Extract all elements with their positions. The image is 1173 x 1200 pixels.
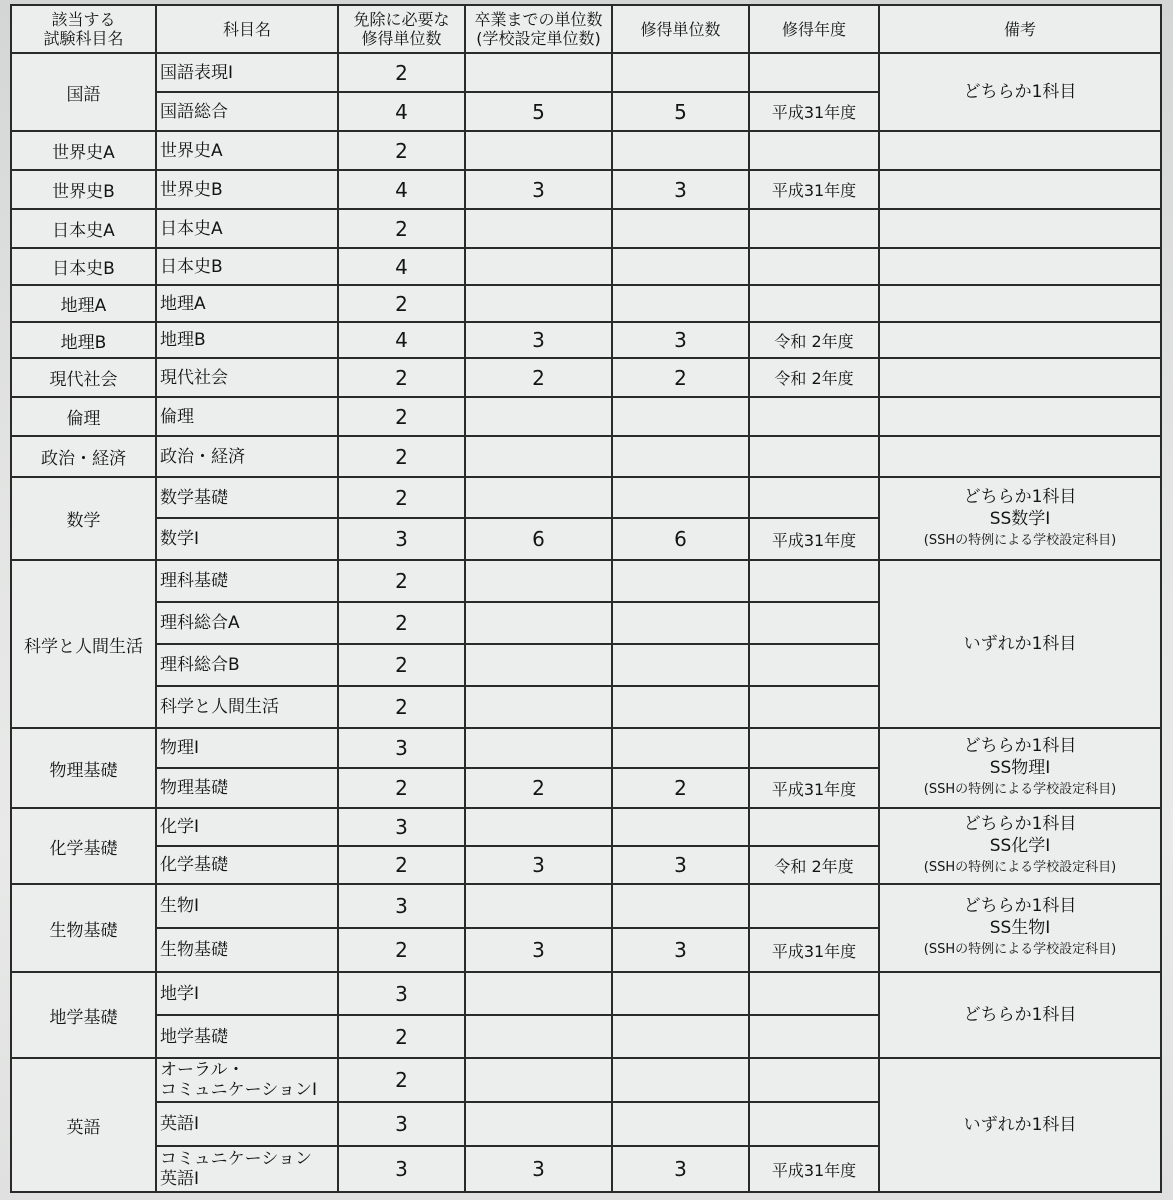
remark-line: (SSHの特例による学校設定科目) (923, 942, 1117, 957)
subject-name-cell: 日本史A (156, 209, 338, 248)
table-row (11, 436, 1161, 477)
remark-line: どちらか1科目 (963, 1005, 1077, 1025)
table-row (11, 209, 1161, 248)
earned-units-cell: 6 (612, 518, 749, 560)
exam-subject-cell: 現代社会 (11, 358, 156, 397)
remarks-cell (879, 358, 1161, 397)
required-units-cell: 2 (338, 1015, 465, 1058)
earned-units-cell: 2 (612, 768, 749, 808)
required-units-cell: 3 (338, 884, 465, 928)
earned-units-cell: 3 (612, 846, 749, 884)
subject-name-cell: 科学と人間生活 (156, 686, 338, 728)
remark-line: どちらか1科目 (963, 896, 1077, 916)
required-units-cell: 2 (338, 644, 465, 686)
earned-units-cell (612, 436, 749, 477)
units-to-graduate-cell: 2 (465, 358, 612, 397)
units-to-graduate-cell (465, 477, 612, 518)
remark-line: (SSHの特例による学校設定科目) (923, 532, 1117, 548)
year-cell (749, 248, 879, 285)
remark-line: どちらか1科目 (963, 82, 1077, 102)
required-units-cell: 2 (338, 131, 465, 170)
remarks-cell (879, 170, 1161, 209)
exam-subject-cell: 化学基礎 (11, 808, 156, 884)
table-row (11, 131, 1161, 170)
subject-name-cell: 国語表現Ⅰ (156, 53, 338, 92)
units-to-graduate-cell (465, 131, 612, 170)
required-units-cell: 2 (338, 686, 465, 728)
units-to-graduate-cell (465, 728, 612, 768)
earned-units-cell: 5 (612, 92, 749, 131)
year-cell (749, 285, 879, 322)
subject-name-cell: 倫理 (156, 397, 338, 436)
subject-name-cell: 化学基礎 (156, 846, 338, 884)
required-units-cell: 2 (338, 209, 465, 248)
units-to-graduate-cell (465, 560, 612, 602)
earned-units-cell: 3 (612, 1146, 749, 1192)
units-to-graduate-cell (465, 436, 612, 477)
remarks-cell (879, 397, 1161, 436)
subject-name-cell: 理科総合B (156, 644, 338, 686)
subject-name-cell: 世界史A (156, 131, 338, 170)
required-units-cell: 3 (338, 518, 465, 560)
header-year: 修得年度 (749, 5, 879, 53)
earned-units-cell (612, 397, 749, 436)
units-to-graduate-cell: 3 (465, 170, 612, 209)
year-cell (749, 1058, 879, 1102)
remark-line: SS数学Ⅰ (989, 508, 1051, 529)
year-cell: 平成31年度 (749, 92, 879, 131)
earned-units-cell (612, 209, 749, 248)
earned-units-cell (612, 285, 749, 322)
exam-subject-cell: 地理A (11, 285, 156, 322)
year-cell (749, 209, 879, 248)
remarks-cell (879, 560, 1161, 728)
exam-subject-cell: 国語 (11, 53, 156, 131)
year-cell (749, 560, 879, 602)
year-cell (749, 728, 879, 768)
required-units-cell: 4 (338, 322, 465, 358)
remarks-cell (879, 972, 1161, 1058)
year-cell: 平成31年度 (749, 768, 879, 808)
table-row (11, 397, 1161, 436)
units-to-graduate-cell (465, 972, 612, 1015)
subject-name-cell: 地学Ⅰ (156, 972, 338, 1015)
required-units-cell: 2 (338, 477, 465, 518)
earned-units-cell (612, 1058, 749, 1102)
units-to-graduate-cell (465, 1058, 612, 1102)
subject-name-cell: 理科総合A (156, 602, 338, 644)
table-body (11, 53, 1161, 1192)
earned-units-cell: 3 (612, 322, 749, 358)
units-to-graduate-cell (465, 644, 612, 686)
header-exam-subject (11, 5, 156, 53)
earned-units-cell (612, 560, 749, 602)
table-row (11, 808, 1161, 846)
exam-subject-cell: 地理B (11, 322, 156, 358)
table-row (11, 884, 1161, 928)
remarks-cell (879, 477, 1161, 560)
remark-line: いずれか1科目 (963, 634, 1077, 654)
header-row (11, 5, 1161, 53)
year-cell: 平成31年度 (749, 170, 879, 209)
subject-name-cell: 現代社会 (156, 358, 338, 397)
remarks-cell (879, 209, 1161, 248)
required-units-cell: 2 (338, 560, 465, 602)
exam-subject-cell: 倫理 (11, 397, 156, 436)
required-units-cell: 3 (338, 1146, 465, 1192)
remarks-cell (879, 808, 1161, 884)
units-to-graduate-cell: 3 (465, 322, 612, 358)
earned-units-cell (612, 477, 749, 518)
table-row (11, 53, 1161, 92)
remark-line: どちらか1科目 (963, 486, 1077, 507)
year-cell: 令和 2年度 (749, 846, 879, 884)
header-required-line2: 修得単位数 (361, 29, 442, 48)
year-cell (749, 602, 879, 644)
subject-name-cell: 化学Ⅰ (156, 808, 338, 846)
subject-name-cell: 理科基礎 (156, 560, 338, 602)
year-cell (749, 972, 879, 1015)
year-cell (749, 53, 879, 92)
subject-name-cell: 世界史B (156, 170, 338, 209)
earned-units-cell (612, 1102, 749, 1146)
units-to-graduate-cell: 3 (465, 846, 612, 884)
year-cell (749, 686, 879, 728)
earned-units-cell (612, 884, 749, 928)
table-row (11, 728, 1161, 768)
subject-name-cell: 生物Ⅰ (156, 884, 338, 928)
required-units-cell: 2 (338, 358, 465, 397)
remarks-cell (879, 884, 1161, 972)
subject-name-cell: 地理A (156, 285, 338, 322)
units-to-graduate-cell (465, 248, 612, 285)
header-exam-subject-line1: 該当する (51, 10, 116, 29)
header-required-units (338, 5, 465, 53)
units-to-graduate-cell (465, 209, 612, 248)
year-cell (749, 1015, 879, 1058)
year-cell: 平成31年度 (749, 518, 879, 560)
earned-units-cell (612, 728, 749, 768)
header-units-to-graduate (465, 5, 612, 53)
required-units-cell: 4 (338, 92, 465, 131)
remarks-cell (879, 322, 1161, 358)
subject-name-cell: コミュニケーション 英語Ⅰ (156, 1146, 338, 1192)
units-to-graduate-cell (465, 808, 612, 846)
units-to-graduate-cell: 3 (465, 928, 612, 972)
required-units-cell: 2 (338, 1058, 465, 1102)
earned-units-cell (612, 808, 749, 846)
remark-line: SS生物Ⅰ (989, 918, 1051, 938)
year-cell (749, 477, 879, 518)
remark-line: SS化学Ⅰ (989, 836, 1051, 856)
table-row (11, 358, 1161, 397)
subject-name-cell: 国語総合 (156, 92, 338, 131)
year-cell (749, 436, 879, 477)
exam-subject-cell: 科学と人間生活 (11, 560, 156, 728)
required-units-cell: 2 (338, 436, 465, 477)
exam-subject-cell: 英語 (11, 1058, 156, 1192)
required-units-cell: 2 (338, 602, 465, 644)
year-cell (749, 397, 879, 436)
subject-name-cell: 政治・経済 (156, 436, 338, 477)
exam-subject-cell: 世界史A (11, 131, 156, 170)
earned-units-cell (612, 686, 749, 728)
exam-subject-cell: 日本史B (11, 248, 156, 285)
remarks-cell (879, 285, 1161, 322)
exam-subject-cell: 物理基礎 (11, 728, 156, 808)
year-cell (749, 131, 879, 170)
units-to-graduate-cell (465, 1015, 612, 1058)
subject-name-cell: オーラル・ コミュニケーションⅠ (156, 1058, 338, 1102)
year-cell (749, 808, 879, 846)
units-to-graduate-cell (465, 285, 612, 322)
remark-line: どちらか1科目 (963, 814, 1077, 834)
header-exam-subject-line2: 試験科目名 (43, 29, 124, 48)
required-units-cell: 3 (338, 972, 465, 1015)
table-row (11, 322, 1161, 358)
required-units-cell: 2 (338, 928, 465, 972)
subject-name-cell: 物理Ⅰ (156, 728, 338, 768)
subject-name-cell: 日本史B (156, 248, 338, 285)
remarks-cell (879, 728, 1161, 808)
year-cell (749, 1102, 879, 1146)
required-units-cell: 2 (338, 285, 465, 322)
units-to-graduate-cell: 6 (465, 518, 612, 560)
earned-units-cell (612, 53, 749, 92)
units-to-graduate-cell: 2 (465, 768, 612, 808)
table-row (11, 285, 1161, 322)
remark-line: (SSHの特例による学校設定科目) (923, 782, 1117, 797)
earned-units-cell: 3 (612, 928, 749, 972)
remarks-cell (879, 248, 1161, 285)
header-remarks: 備考 (879, 5, 1161, 53)
year-cell: 平成31年度 (749, 928, 879, 972)
exam-subject-cell: 生物基礎 (11, 884, 156, 972)
remarks-cell (879, 53, 1161, 131)
earned-units-cell (612, 602, 749, 644)
year-cell: 令和 2年度 (749, 322, 879, 358)
required-units-cell: 2 (338, 53, 465, 92)
units-to-graduate-cell (465, 53, 612, 92)
earned-units-cell: 3 (612, 170, 749, 209)
earned-units-cell (612, 248, 749, 285)
required-units-cell: 3 (338, 808, 465, 846)
units-to-graduate-cell (465, 602, 612, 644)
earned-units-cell (612, 972, 749, 1015)
units-to-graduate-cell (465, 686, 612, 728)
remark-line: SS物理Ⅰ (989, 758, 1051, 778)
required-units-cell: 2 (338, 768, 465, 808)
header-earned-units: 修得単位数 (612, 5, 749, 53)
exam-subject-cell: 数学 (11, 477, 156, 560)
required-units-cell: 3 (338, 1102, 465, 1146)
table-row (11, 248, 1161, 285)
header-required-line1: 免除に必要な (353, 10, 450, 29)
year-cell (749, 644, 879, 686)
subject-name-cell: 数学基礎 (156, 477, 338, 518)
required-units-cell: 3 (338, 728, 465, 768)
units-to-graduate-cell: 3 (465, 1146, 612, 1192)
units-to-graduate-cell (465, 1102, 612, 1146)
units-to-graduate-cell: 5 (465, 92, 612, 131)
units-to-graduate-cell (465, 397, 612, 436)
earned-units-cell (612, 644, 749, 686)
subject-name-cell: 英語Ⅰ (156, 1102, 338, 1146)
subject-name-cell: 数学Ⅰ (156, 518, 338, 560)
exam-subject-cell: 地学基礎 (11, 972, 156, 1058)
table-row (11, 1058, 1161, 1102)
year-cell: 令和 2年度 (749, 358, 879, 397)
exam-subject-cell: 日本史A (11, 209, 156, 248)
table-row (11, 170, 1161, 209)
table-row (11, 972, 1161, 1015)
earned-units-cell (612, 1015, 749, 1058)
exam-subject-cell: 世界史B (11, 170, 156, 209)
remarks-cell (879, 1058, 1161, 1192)
required-units-cell: 4 (338, 170, 465, 209)
earned-units-cell (612, 131, 749, 170)
earned-units-cell: 2 (612, 358, 749, 397)
required-units-cell: 2 (338, 397, 465, 436)
subject-name-cell: 物理基礎 (156, 768, 338, 808)
table-row (11, 560, 1161, 602)
header-grad-line2: (学校設定単位数) (476, 29, 601, 48)
exam-subject-cell: 政治・経済 (11, 436, 156, 477)
subject-name-cell: 地学基礎 (156, 1015, 338, 1058)
header-grad-line1: 卒業までの単位数 (474, 10, 603, 29)
required-units-cell: 2 (338, 846, 465, 884)
year-cell: 平成31年度 (749, 1146, 879, 1192)
header-subject: 科目名 (156, 5, 338, 53)
year-cell (749, 884, 879, 928)
units-to-graduate-cell (465, 884, 612, 928)
exemption-table (10, 4, 1162, 1193)
remarks-cell (879, 131, 1161, 170)
subject-name-cell: 地理B (156, 322, 338, 358)
subject-name-cell: 生物基礎 (156, 928, 338, 972)
remarks-cell (879, 436, 1161, 477)
required-units-cell: 4 (338, 248, 465, 285)
remark-line: (SSHの特例による学校設定科目) (923, 860, 1117, 875)
remark-line: どちらか1科目 (963, 736, 1077, 756)
remark-line: いずれか1科目 (963, 1115, 1077, 1135)
table-row (11, 477, 1161, 518)
